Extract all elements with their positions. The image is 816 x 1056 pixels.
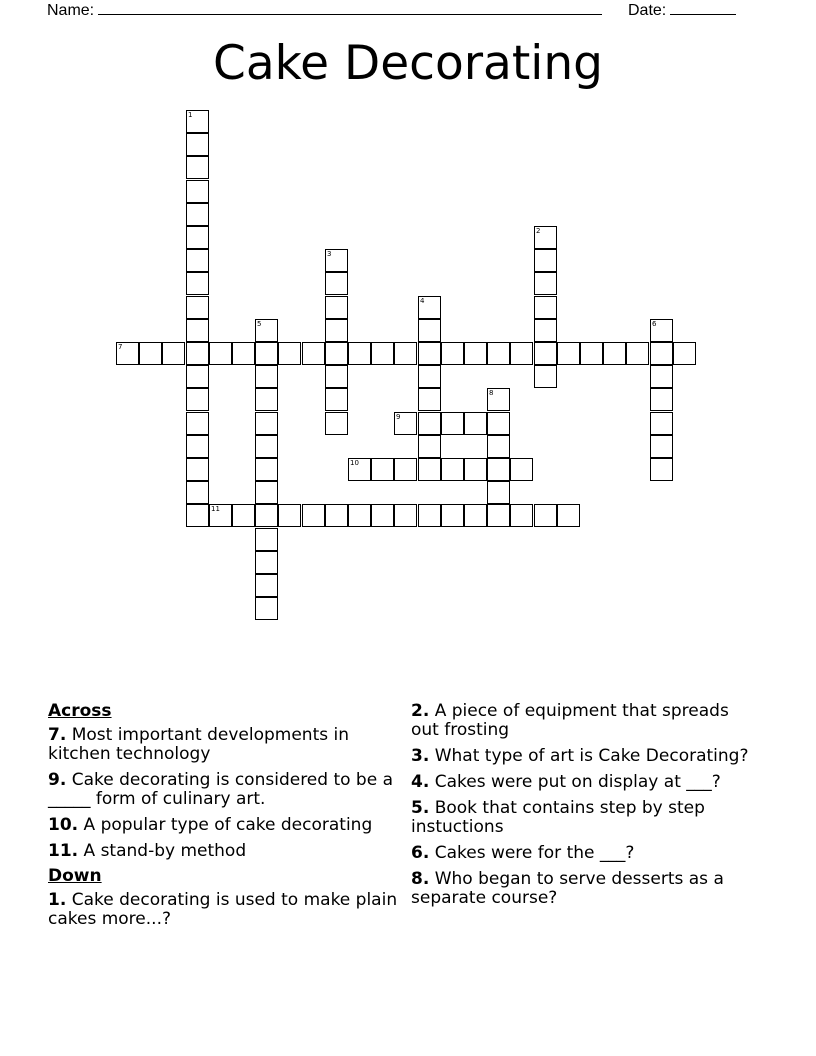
clue-down-6 <box>411 844 756 863</box>
crossword-cell[interactable] <box>510 504 533 527</box>
clue-across-10 <box>48 816 398 835</box>
cell-number: 8 <box>489 389 494 397</box>
clue-text: A stand-by method <box>83 841 247 861</box>
crossword-cell[interactable] <box>162 342 185 365</box>
crossword-cell[interactable] <box>603 342 626 365</box>
crossword-cell[interactable] <box>255 481 278 504</box>
crossword-cell[interactable] <box>186 458 209 481</box>
crossword-cell[interactable] <box>186 226 209 249</box>
crossword-cell[interactable] <box>186 133 209 156</box>
crossword-cell[interactable] <box>418 504 441 527</box>
crossword-cell[interactable] <box>464 412 487 435</box>
clues-right-column <box>411 702 756 915</box>
clue-down-4 <box>411 773 756 792</box>
crossword-cell[interactable] <box>325 296 348 319</box>
clue-text: Cakes were for the ___? <box>434 843 635 863</box>
crossword-cell[interactable] <box>394 412 417 435</box>
crossword-cell[interactable] <box>534 272 557 295</box>
crossword-cell[interactable] <box>534 296 557 319</box>
cell-number: 2 <box>536 227 541 235</box>
crossword-cell[interactable] <box>626 342 649 365</box>
crossword-cell[interactable] <box>418 412 441 435</box>
crossword-cell[interactable] <box>650 319 673 342</box>
clue-text: Most important developments in kitchen technology <box>48 725 349 764</box>
clue-down-5 <box>411 799 756 837</box>
cell-number: 3 <box>327 250 332 258</box>
crossword-cell[interactable] <box>255 458 278 481</box>
clue-across-11 <box>48 842 398 861</box>
crossword-cell[interactable] <box>232 504 255 527</box>
crossword-cell[interactable] <box>394 504 417 527</box>
crossword-cell[interactable] <box>186 365 209 388</box>
crossword-cell[interactable] <box>255 597 278 620</box>
crossword-cell[interactable] <box>186 156 209 179</box>
crossword-cell[interactable] <box>278 342 301 365</box>
crossword-cell[interactable] <box>487 435 510 458</box>
clue-text: Book that contains step by step instuctions <box>411 798 705 837</box>
date-label: Date: <box>628 2 667 19</box>
crossword-cell[interactable] <box>441 504 464 527</box>
crossword-cell[interactable] <box>510 342 533 365</box>
crossword-cell[interactable] <box>510 458 533 481</box>
clue-number: 3. <box>411 746 430 766</box>
down-heading: Down <box>48 866 102 886</box>
crossword-cell[interactable] <box>325 412 348 435</box>
crossword-cell[interactable] <box>186 435 209 458</box>
crossword-cell[interactable] <box>441 412 464 435</box>
crossword-cell[interactable] <box>650 365 673 388</box>
crossword-cell[interactable] <box>186 110 209 133</box>
crossword-cell[interactable] <box>255 574 278 597</box>
crossword-cell[interactable] <box>255 365 278 388</box>
clue-text: A popular type of cake decorating <box>83 815 373 835</box>
crossword-cell[interactable] <box>209 342 232 365</box>
crossword-cell[interactable] <box>255 551 278 574</box>
clue-down-2 <box>411 702 756 740</box>
cell-number: 7 <box>118 343 123 351</box>
clue-number: 6. <box>411 843 430 863</box>
crossword-cell[interactable] <box>580 342 603 365</box>
crossword-cell[interactable] <box>186 504 209 527</box>
crossword-cell[interactable] <box>186 481 209 504</box>
crossword-cell[interactable] <box>394 342 417 365</box>
crossword-cell[interactable] <box>487 342 510 365</box>
clue-text: Cake decorating is used to make plain cakes more...? <box>48 890 398 929</box>
crossword-cell[interactable] <box>534 249 557 272</box>
clue-text: What type of art is Cake Decorating? <box>434 746 749 766</box>
clue-number: 5. <box>411 798 430 818</box>
crossword-cell[interactable] <box>371 458 394 481</box>
crossword-cell[interactable] <box>418 296 441 319</box>
crossword-cell[interactable] <box>186 388 209 411</box>
crossword-cell[interactable] <box>650 458 673 481</box>
clue-text: Who began to serve desserts as a separate course? <box>411 869 724 908</box>
crossword-cell[interactable] <box>487 481 510 504</box>
clue-down-3 <box>411 747 756 766</box>
crossword-cell[interactable] <box>650 342 673 365</box>
crossword-cell[interactable] <box>302 504 325 527</box>
crossword-cell[interactable] <box>255 504 278 527</box>
crossword-cell[interactable] <box>418 458 441 481</box>
clue-number: 1. <box>48 890 67 910</box>
crossword-cell[interactable] <box>116 342 139 365</box>
cell-number: 9 <box>396 413 401 421</box>
crossword-cell[interactable] <box>186 249 209 272</box>
crossword-cell[interactable] <box>464 504 487 527</box>
crossword-cell[interactable] <box>255 388 278 411</box>
crossword-cell[interactable] <box>186 272 209 295</box>
crossword-cell[interactable] <box>534 319 557 342</box>
crossword-cell[interactable] <box>418 435 441 458</box>
crossword-cell[interactable] <box>255 528 278 551</box>
cell-number: 10 <box>350 459 359 467</box>
crossword-cell[interactable] <box>186 342 209 365</box>
clue-down-1 <box>48 891 398 929</box>
crossword-cell[interactable] <box>650 388 673 411</box>
crossword-cell[interactable] <box>325 504 348 527</box>
crossword-cell[interactable] <box>487 504 510 527</box>
crossword-cell[interactable] <box>534 504 557 527</box>
clues-left-column <box>48 702 398 936</box>
crossword-cell[interactable] <box>186 319 209 342</box>
crossword-cell[interactable] <box>325 272 348 295</box>
crossword-cell[interactable] <box>673 342 696 365</box>
crossword-cell[interactable] <box>139 342 162 365</box>
cell-number: 11 <box>211 505 220 513</box>
crossword-cell[interactable] <box>441 342 464 365</box>
crossword-cell[interactable] <box>348 504 371 527</box>
clue-across-7 <box>48 726 398 764</box>
crossword-cell[interactable] <box>209 504 232 527</box>
crossword-cell[interactable] <box>278 504 301 527</box>
clue-number: 10. <box>48 815 79 835</box>
crossword-cell[interactable] <box>557 342 580 365</box>
crossword-cell[interactable] <box>371 342 394 365</box>
crossword-cell[interactable] <box>418 319 441 342</box>
crossword-cell[interactable] <box>487 458 510 481</box>
crossword-cell[interactable] <box>302 342 325 365</box>
cell-number: 1 <box>188 111 193 119</box>
crossword-cell[interactable] <box>348 458 371 481</box>
clue-text: A piece of equipment that spreads out frosting <box>411 701 729 740</box>
crossword-cell[interactable] <box>325 365 348 388</box>
clue-number: 8. <box>411 869 430 889</box>
crossword-cell[interactable] <box>464 342 487 365</box>
crossword-cell[interactable] <box>325 319 348 342</box>
clue-down-8 <box>411 870 756 908</box>
crossword-cell[interactable] <box>186 412 209 435</box>
crossword-cell[interactable] <box>255 342 278 365</box>
crossword-cell[interactable] <box>418 388 441 411</box>
crossword-cell[interactable] <box>534 365 557 388</box>
crossword-cell[interactable] <box>186 180 209 203</box>
clue-text: Cake decorating is considered to be a _____ form of culinary art. <box>48 770 394 809</box>
clue-number: 9. <box>48 770 67 790</box>
clue-number: 4. <box>411 772 430 792</box>
crossword-cell[interactable] <box>255 319 278 342</box>
crossword-cell[interactable] <box>325 388 348 411</box>
crossword-cell[interactable] <box>255 412 278 435</box>
crossword-cell[interactable] <box>232 342 255 365</box>
crossword-cell[interactable] <box>650 435 673 458</box>
crossword-cell[interactable] <box>394 458 417 481</box>
across-heading: Across <box>48 701 112 721</box>
clue-number: 2. <box>411 701 430 721</box>
crossword-cell[interactable] <box>348 342 371 365</box>
crossword-cell[interactable] <box>534 342 557 365</box>
clue-number: 11. <box>48 841 79 861</box>
crossword-cell[interactable] <box>534 226 557 249</box>
crossword-cell[interactable] <box>255 435 278 458</box>
cell-number: 6 <box>652 320 657 328</box>
crossword-cell[interactable] <box>441 458 464 481</box>
crossword-cell[interactable] <box>371 504 394 527</box>
crossword-cell[interactable] <box>487 412 510 435</box>
crossword-cell[interactable] <box>557 504 580 527</box>
crossword-cell[interactable] <box>325 342 348 365</box>
cell-number: 4 <box>420 297 425 305</box>
crossword-cell[interactable] <box>650 412 673 435</box>
clue-text: Cakes were put on display at ___? <box>434 772 721 792</box>
page-title: Cake Decorating <box>213 36 603 91</box>
crossword-cell[interactable] <box>186 296 209 319</box>
clue-number: 7. <box>48 725 67 745</box>
crossword-cell[interactable] <box>464 458 487 481</box>
name-label: Name: <box>47 2 95 19</box>
crossword-cell[interactable] <box>186 203 209 226</box>
crossword-cell[interactable] <box>418 342 441 365</box>
crossword-cell[interactable] <box>487 388 510 411</box>
cell-number: 5 <box>257 320 262 328</box>
crossword-cell[interactable] <box>325 249 348 272</box>
crossword-cell[interactable] <box>418 365 441 388</box>
clue-across-9 <box>48 771 398 809</box>
